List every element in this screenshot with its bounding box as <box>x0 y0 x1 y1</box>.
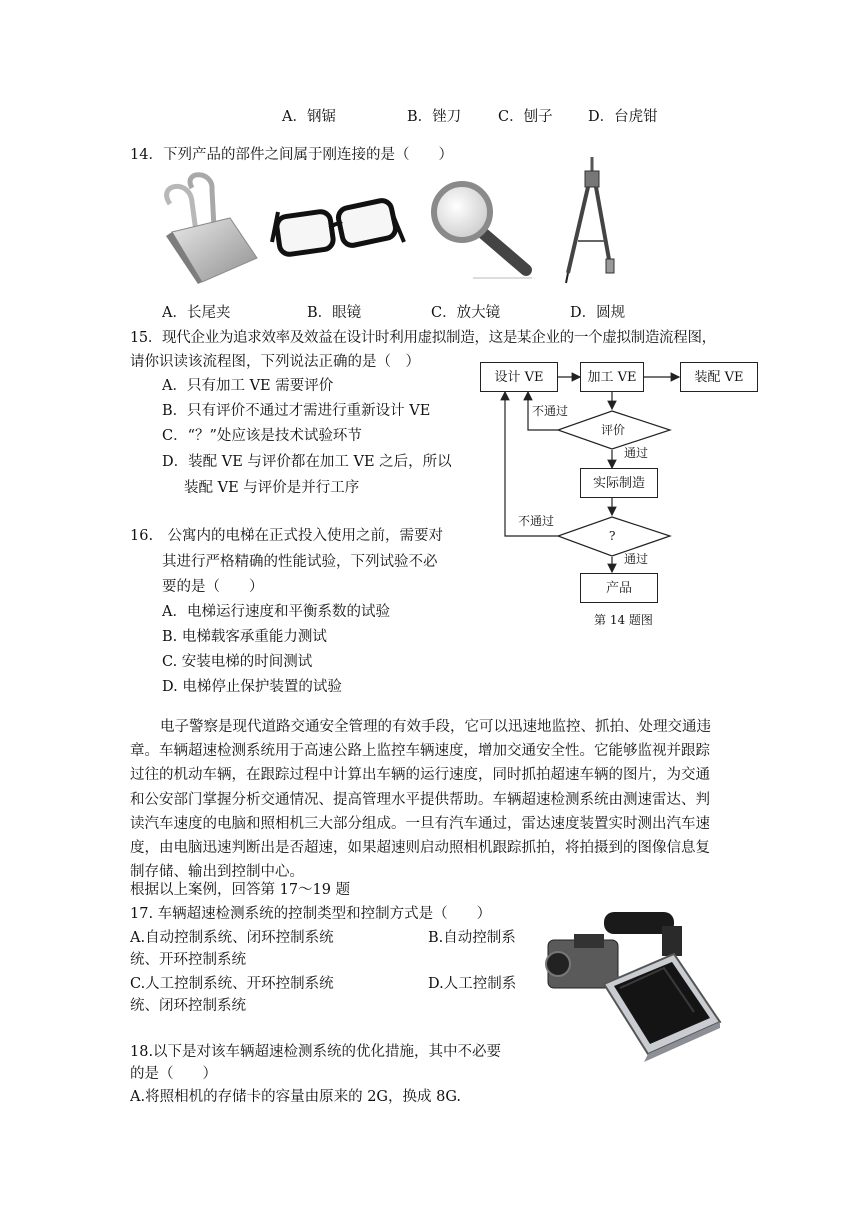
q14-option-c: C．放大镜 <box>431 305 501 321</box>
flowchart-product: 产品 <box>580 573 658 603</box>
q14-option-a: A．长尾夹 <box>162 305 231 321</box>
q13-options <box>282 107 658 127</box>
q18-stem-line1: 18.以下是对该车辆超速检测系统的优化措施，其中不必要 <box>130 1044 502 1060</box>
flowchart-question-label: ? <box>609 529 616 543</box>
flowchart-pass-label-1: 通过 <box>624 446 649 460</box>
q16-stem-line3: 要的是（ ） <box>162 579 264 595</box>
q13-option-b: B．锉刀 <box>407 109 462 125</box>
q15-option-d-line1: D．装配 VE 与评价都在加工 VE 之后，所以 <box>162 454 452 470</box>
flowchart-process-ve: 加工 VE <box>580 362 644 392</box>
binder-clip-image <box>152 170 262 285</box>
q17-option-d-line1: D.人工控制系 <box>428 976 517 992</box>
q13-option-c: C．刨子 <box>498 109 553 125</box>
q13-option-d: D．台虎钳 <box>588 109 658 125</box>
case-intro: 根据以上案例，回答第 17～19 题 <box>130 882 351 898</box>
q16-option-d: D. 电梯停止保护装置的试验 <box>162 679 342 695</box>
magnifying-glass-image <box>428 178 538 288</box>
flowchart-fail-label-2: 不通过 <box>518 514 555 528</box>
q14-stem: 14．下列产品的部件之间属于刚连接的是（ ） <box>130 147 453 163</box>
q18-stem-line2: 的是（ ） <box>130 1066 217 1082</box>
flowchart-assemble-ve: 装配 VE <box>680 362 758 392</box>
flowchart-manufacture: 实际制造 <box>580 468 658 498</box>
flowchart-fail-label-1: 不通过 <box>532 404 569 418</box>
q15-stem-line1: 15．现代企业为追求效率及效益在设计时利用虚拟制造，这是某企业的一个虚拟制造流程图， <box>130 330 716 346</box>
q14-option-b: B．眼镜 <box>307 305 362 321</box>
q16-option-b: B. 电梯载客承重能力测试 <box>162 629 327 645</box>
flowchart-caption: 第 14 题图 <box>594 613 653 627</box>
drawing-compass-image <box>558 155 618 290</box>
q16-stem-line1: 16. 公寓内的电梯在正式投入使用之前，需要对 <box>130 528 444 544</box>
q17-option-b-line1: B.自动控制系 <box>428 930 516 946</box>
q16-option-a: A．电梯运行速度和平衡系数的试验 <box>162 604 390 620</box>
glasses-image <box>270 182 406 270</box>
case-passage <box>130 715 722 884</box>
q17-option-d-line2: 统、闭环控制系统 <box>130 998 246 1014</box>
q17-option-b-line2: 统、开环控制系统 <box>130 952 246 968</box>
q17-stem: 17. 车辆超速检测系统的控制类型和控制方式是（ ） <box>130 906 492 922</box>
q15-option-d-line2: 装配 VE 与评价是并行工序 <box>184 480 360 496</box>
q15-stem-line2: 请你识读该流程图，下列说法正确的是（ ） <box>130 354 420 370</box>
q18-option-a: A.将照相机的存储卡的容量由原来的 2G，换成 8G. <box>130 1089 462 1105</box>
q16-option-c: C. 安装电梯的时间测试 <box>162 654 313 670</box>
q15-option-a: A．只有加工 VE 需要评价 <box>162 378 334 394</box>
speed-detection-device-image <box>544 904 724 1064</box>
q17-option-c: C.人工控制系统、开环控制系统 <box>130 976 334 992</box>
q14-option-d: D．圆规 <box>570 305 626 321</box>
case-passage-text: 电子警察是现代道路交通安全管理的有效手段，它可以迅速地监控、抓拍、处理交通违章。车辆超速检测系统用于高速公路上监控车辆速度，增加交通安全性。它能够监视并跟踪过往的机动车辆，在跟踪过程中计算出车辆的运行速度，同时抓拍超速车辆的图片，为交通和公安部门掌握分析交通情况、提高管理水平提供帮助。车辆超速检测系统由测速雷达、判读汽车速度的电脑和照相机三大部分组成。一旦有汽车通过，雷达速度装置实时测出汽车速度，由电脑迅速判断出是否超速，如果超速则启动照相机跟踪抓拍，将拍摄到的图像信息复制存储、输出到控制中心。 <box>130 719 711 881</box>
flowchart-evaluate-label: 评价 <box>601 423 626 437</box>
q15-option-c: C．“？”处应该是技术试验环节 <box>162 428 362 444</box>
q15-option-b: B．只有评价不通过才需进行重新设计 VE <box>162 403 431 419</box>
q17-option-a: A.自动控制系统、闭环控制系统 <box>130 930 334 946</box>
flowchart-pass-label-2: 通过 <box>624 552 649 566</box>
q13-option-a: A．钢锯 <box>282 109 336 125</box>
q16-stem-line2: 其进行严格精确的性能试验，下列试验不必 <box>162 554 438 570</box>
flowchart-design-ve: 设计 VE <box>480 362 558 392</box>
